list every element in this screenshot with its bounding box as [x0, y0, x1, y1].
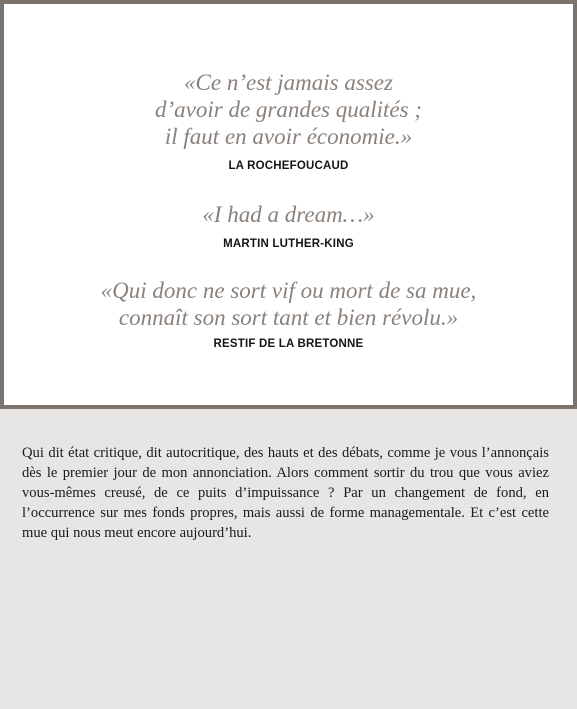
- epigraph-quote-2: «I had a dream…»: [202, 202, 375, 227]
- epigraph-quote-1: «Ce n’est jamais assez d’avoir de grandes qualités ; il faut en avoir économie.»: [154, 70, 422, 149]
- epigraph-author-2: MARTIN LUTHER-KING: [223, 238, 354, 250]
- epigraph-author-1: LA ROCHEFOUCAUD: [228, 160, 349, 172]
- epigraph-author-3: RESTIF DE LA BRETONNE: [213, 338, 364, 350]
- epigraph-quote-3: «Qui donc ne sort vif ou mort de sa mue, connaît son sort tant et bien révolu.»: [100, 278, 477, 330]
- body-paragraph: Qui dit état critique, dit autocritique, des hauts et des débats, comme je vous l’annonçais dès le premier jour de mon annonciation. Alors comment sortir du trou que vous aviez vous-mêmes creusé, de ce puits d’impuissance ? Par un changement de fond, en l’occurrence sur mes fonds propres, mais aussi de forme managementale. Et c’est cette mue qui nous meut encore aujourd’hui.: [22, 445, 549, 541]
